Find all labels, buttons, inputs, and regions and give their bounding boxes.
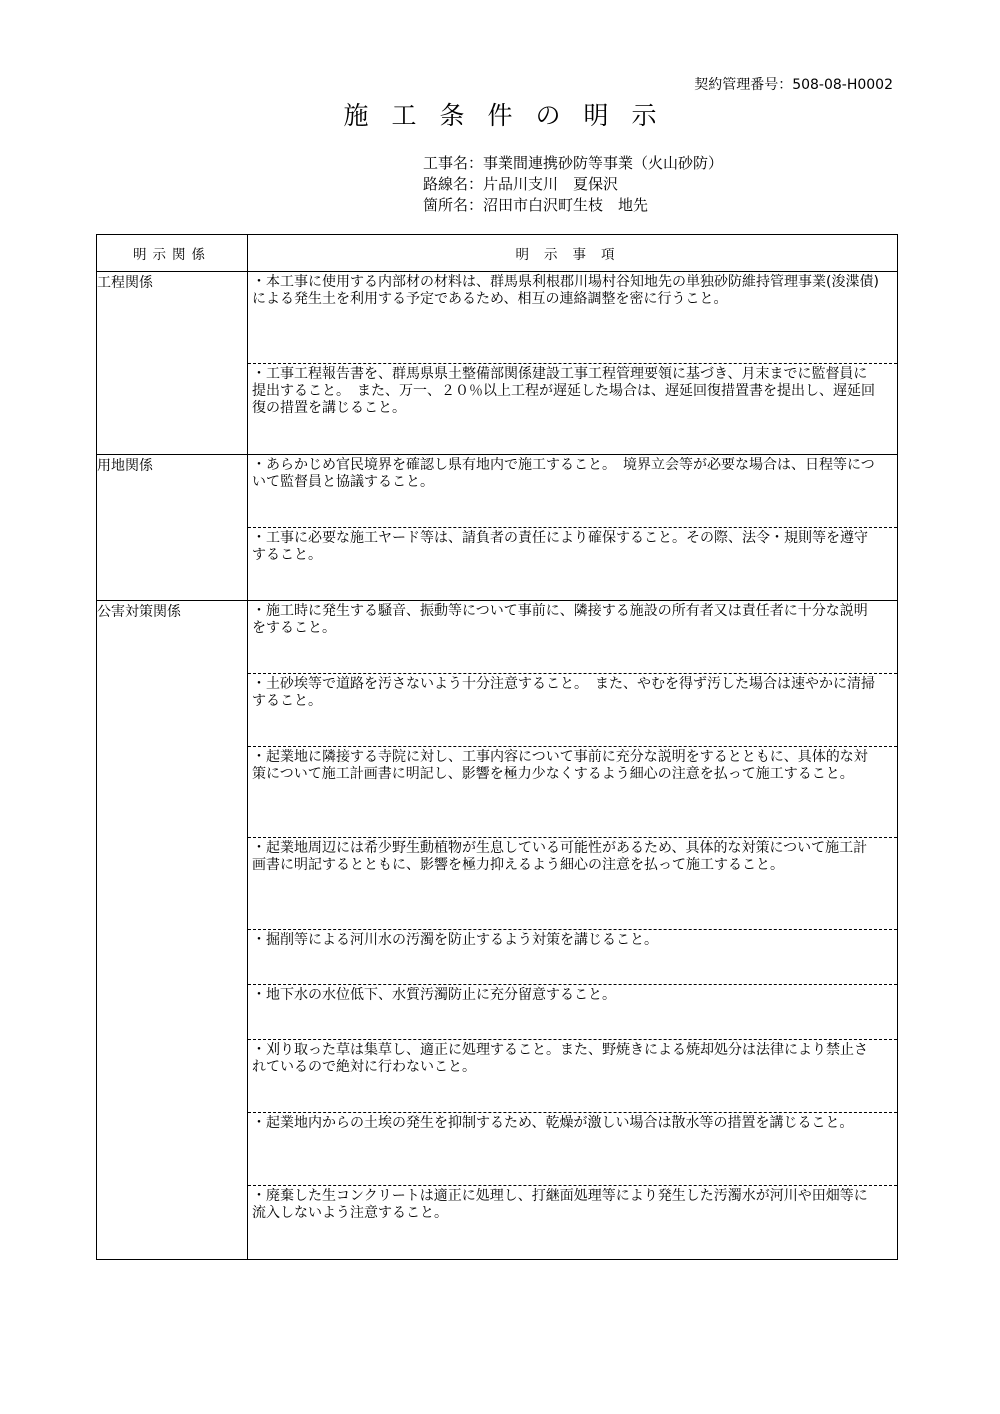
- contract-number: 508-08-H0002: [792, 77, 893, 93]
- condition-item: ・土砂埃等で道路を汚さないよう十分注意すること。 また、やむを得ず汚した場合は速やかに清掃すること。: [248, 674, 897, 747]
- section-items: [248, 272, 898, 455]
- work-name-line: 工事名：事業間連携砂防等事業（火山砂防）: [423, 154, 724, 172]
- condition-item: ・地下水の水位低下、水質汚濁防止に充分留意すること。: [248, 985, 897, 1040]
- location-name: 沼田市白沢町生枝 地先: [483, 196, 649, 214]
- page-title: 施工条件の明示: [343, 101, 680, 130]
- section-category: 用地関係: [97, 455, 248, 601]
- table-header-row: [97, 235, 898, 272]
- location-line: 箇所名：沼田市白沢町生枝 地先: [423, 196, 649, 214]
- condition-item: ・本工事に使用する内部材の材料は、群馬県利根郡川場村谷知地先の単独砂防維持管理事業(浚渫債)による発生土を利用する予定であるため、相互の連絡調整を密に行うこと。: [248, 272, 897, 364]
- conditions-table: [96, 234, 898, 1260]
- contract-label: 契約管理番号: [694, 77, 779, 93]
- condition-item: ・施工時に発生する騒音、振動等について事前に、隣接する施設の所有者又は責任者に十分な説明をすること。: [248, 601, 897, 674]
- route-line: 路線名：片品川支川 夏保沢: [423, 175, 619, 193]
- condition-item: ・起業地内からの土埃の発生を抑制するため、乾燥が激しい場合は散水等の措置を講じること。: [248, 1113, 897, 1186]
- section-land: [97, 455, 898, 601]
- contract-number-line: 契約管理番号：508-08-H0002: [694, 77, 893, 93]
- condition-item: ・工事に必要な施工ヤード等は、請負者の責任により確保すること。その際、法令・規則等を遵守すること。: [252, 530, 868, 563]
- condition-item: ・工事工程報告書を、群馬県県土整備部関係建設工事工程管理要領に基づき、月末までに監督員に提出すること。 また、万一、２０％以上工程が遅延した場合は、遅延回復措置書を提出し、遅延回復の措置を講じること。: [252, 366, 875, 416]
- header-items: 明示事項: [248, 235, 898, 272]
- condition-item: ・刈り取った草は集草し、適正に処理すること。また、野焼きによる焼却処分は法律により禁止されているので絶対に行わないこと。: [248, 1040, 897, 1113]
- route-name: 片品川支川 夏保沢: [483, 175, 619, 193]
- condition-item: ・廃棄した生コンクリートは適正に処理し、打継面処理等により発生した汚濁水が河川や田畑等に流入しないよう注意すること。: [252, 1188, 868, 1221]
- section-category: 工程関係: [97, 272, 248, 455]
- section-schedule: [97, 272, 898, 455]
- condition-item: ・起業地に隣接する寺院に対し、工事内容について事前に充分な説明をするとともに、具体的な対策について施工計画書に明記し、影響を極力少なくするよう細心の注意を払って施工すること。: [248, 747, 897, 838]
- header-category: 明示関係: [97, 235, 248, 272]
- route-label: 路線名: [423, 175, 469, 193]
- condition-item: ・あらかじめ官民境界を確認し県有地内で施工すること。 境界立会等が必要な場合は、日程等について監督員と協議すること。: [248, 455, 897, 528]
- location-label: 箇所名: [423, 196, 469, 214]
- condition-item: ・掘削等による河川水の汚濁を防止するよう対策を講じること。: [248, 930, 897, 985]
- work-name: 事業間連携砂防等事業（火山砂防）: [483, 154, 724, 172]
- section-items: [248, 455, 898, 601]
- section-items: [248, 601, 898, 1260]
- condition-item: ・起業地周辺には希少野生動植物が生息している可能性があるため、具体的な対策について施工計画書に明記するとともに、影響を極力抑えるよう細心の注意を払って施工すること。: [248, 838, 897, 930]
- project-info: [423, 153, 723, 216]
- section-category: 公害対策関係: [97, 601, 248, 1260]
- work-name-label: 工事名: [423, 154, 469, 172]
- section-pollution: [97, 601, 898, 1260]
